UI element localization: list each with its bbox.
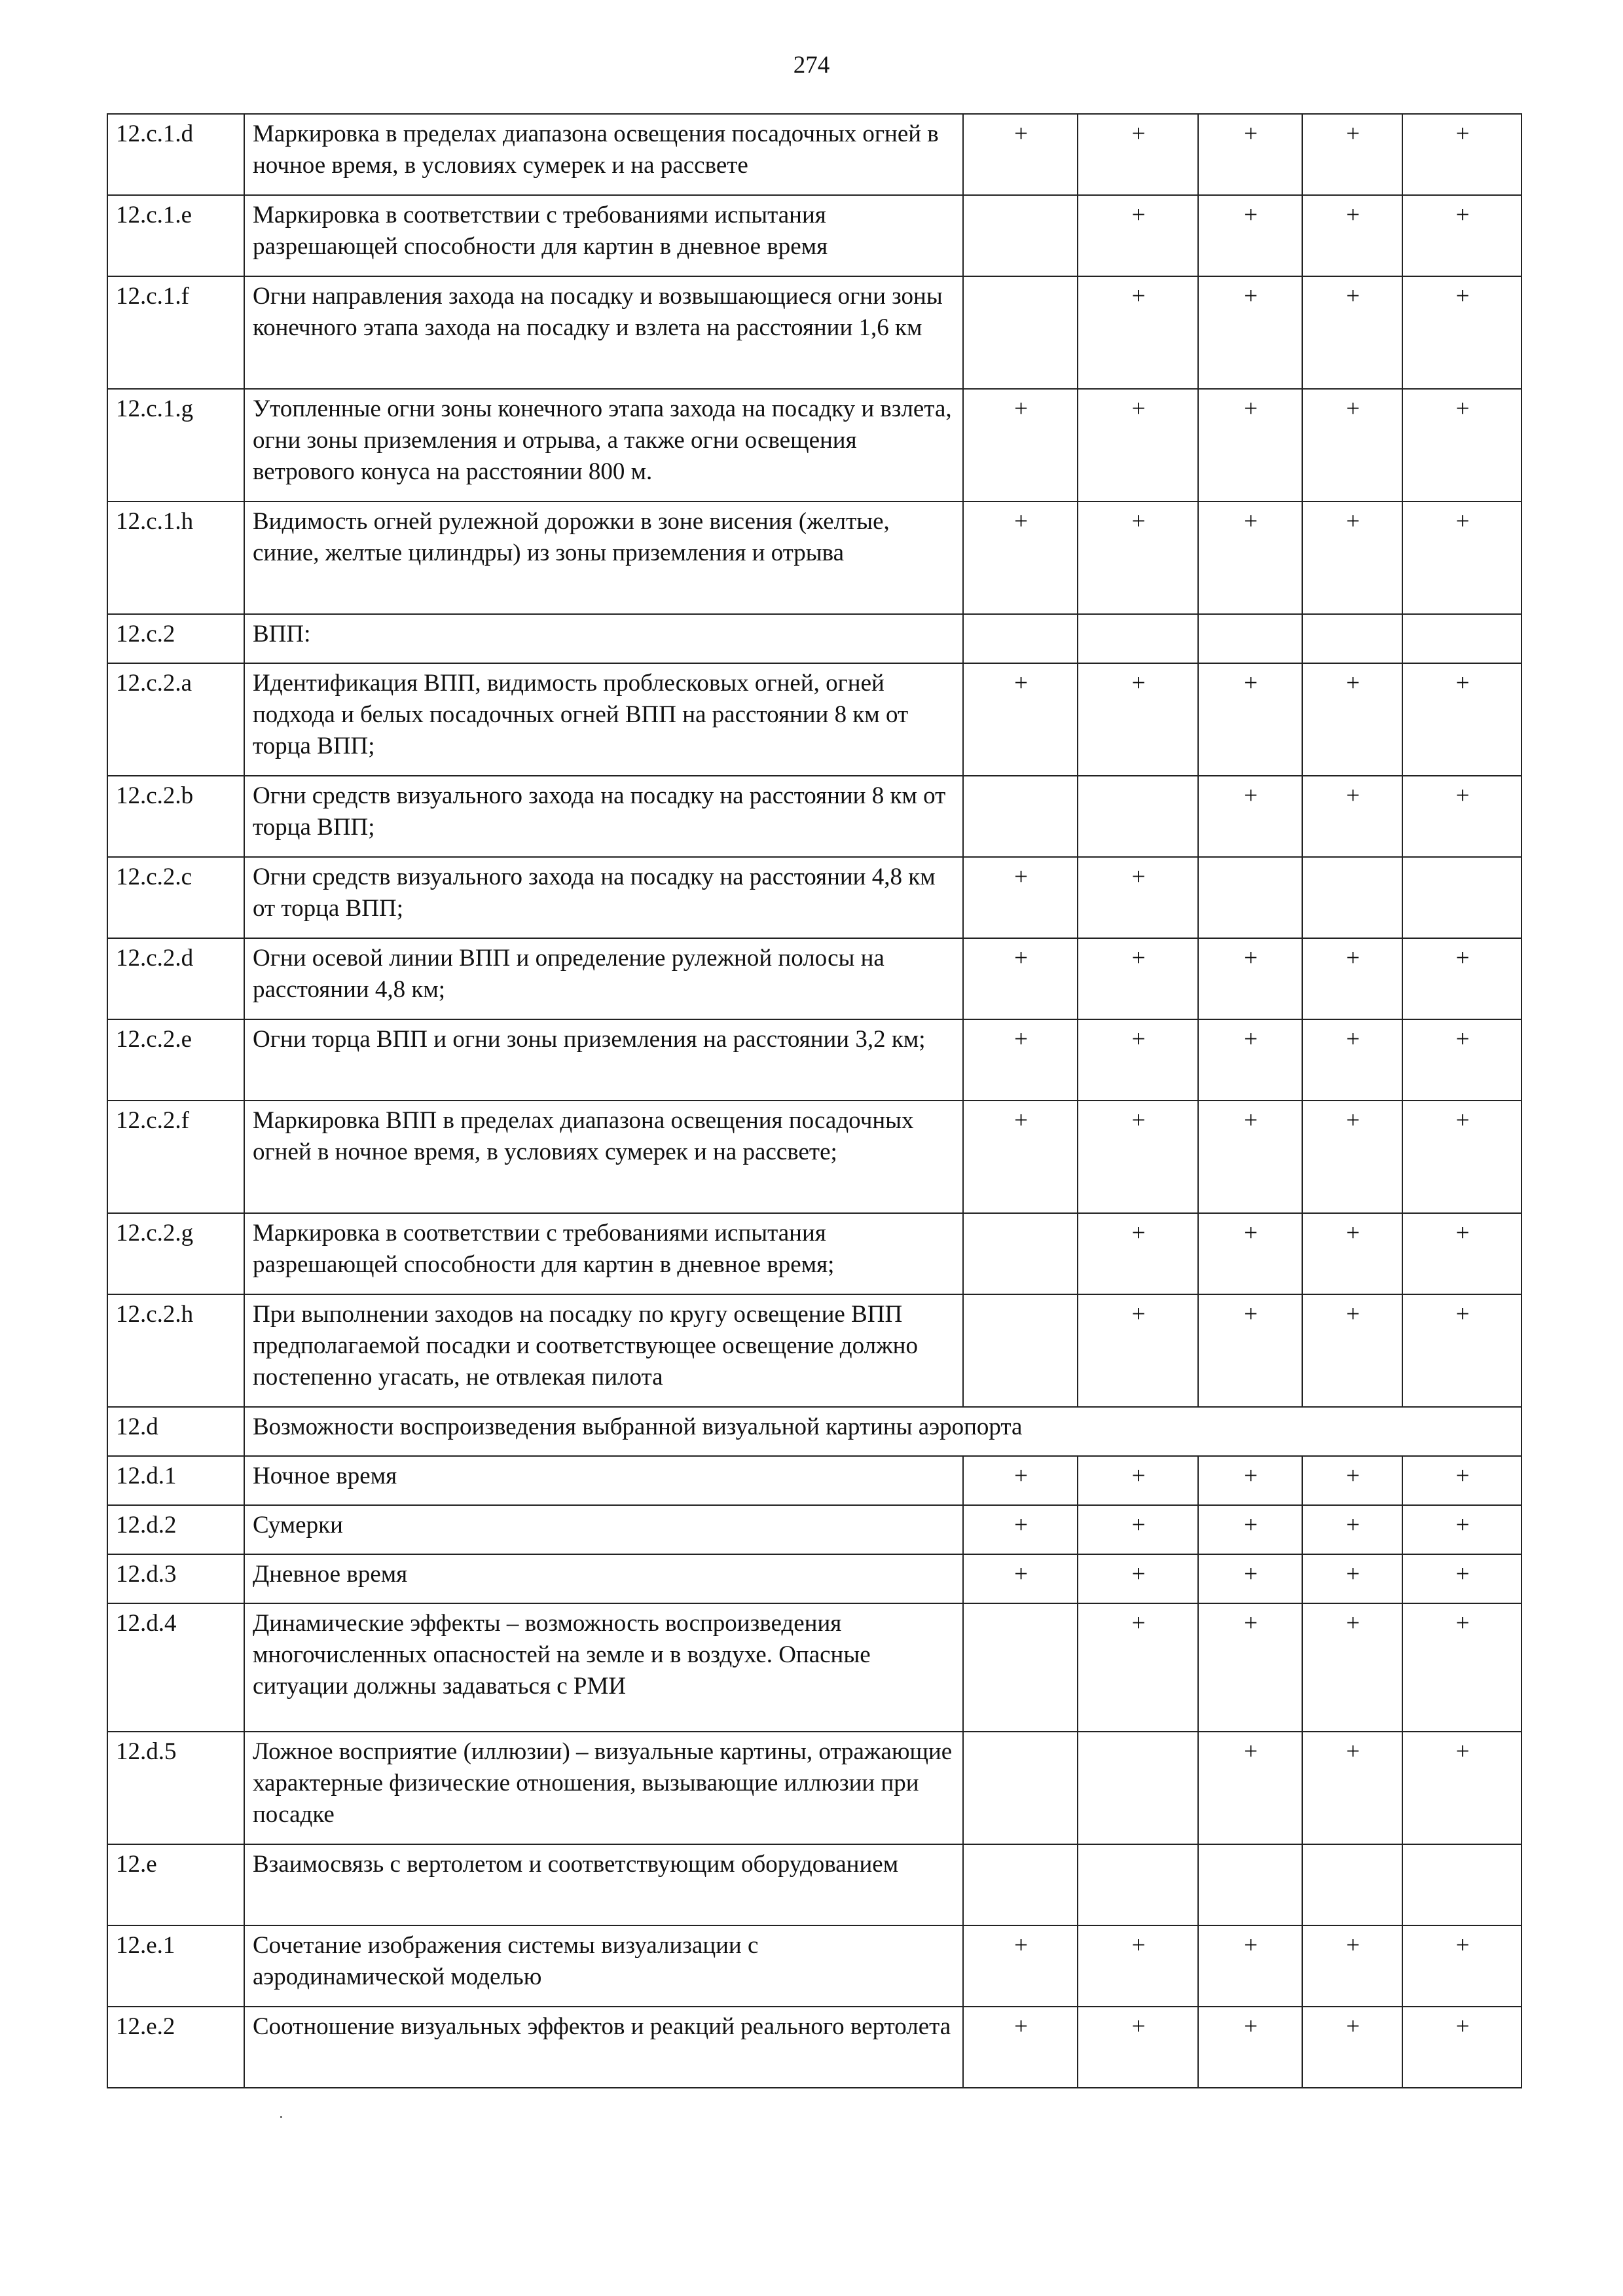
level-3-mark: + [1198, 195, 1302, 276]
level-4-mark: + [1302, 1019, 1402, 1101]
level-2-mark: + [1078, 1456, 1198, 1505]
level-1-mark: + [963, 1505, 1078, 1554]
level-2-mark: + [1078, 857, 1198, 938]
level-3-mark: + [1198, 1925, 1302, 2007]
row-description: ВПП: [244, 614, 963, 663]
level-3-mark: + [1198, 1456, 1302, 1505]
level-4-mark: + [1302, 276, 1402, 389]
level-4-mark: + [1302, 114, 1402, 195]
level-3-mark: + [1198, 1732, 1302, 1844]
level-1-mark [963, 614, 1078, 663]
level-5-mark: + [1402, 663, 1522, 776]
level-1-mark [963, 1732, 1078, 1844]
table-row [107, 857, 1522, 938]
level-5-mark: + [1402, 1456, 1522, 1505]
row-description: Маркировка в соответствии с требованиями испытания разрешающей способности для картин в дневное время [244, 195, 963, 276]
level-5-mark: + [1402, 1603, 1522, 1732]
level-2-mark: + [1078, 276, 1198, 389]
level-3-mark: + [1198, 1294, 1302, 1407]
level-4-mark: + [1302, 938, 1402, 1019]
level-3-mark: + [1198, 1554, 1302, 1603]
row-code: 12.e [107, 1844, 244, 1925]
table-row [107, 1844, 1522, 1925]
level-1-mark [963, 1294, 1078, 1407]
level-5-mark: + [1402, 1732, 1522, 1844]
level-4-mark: + [1302, 501, 1402, 614]
row-code: 12.c.2.h [107, 1294, 244, 1407]
table-row [107, 2007, 1522, 2088]
level-3-mark: + [1198, 2007, 1302, 2088]
row-description: Огни осевой линии ВПП и определение рулежной полосы на расстоянии 4,8 км; [244, 938, 963, 1019]
level-2-mark: + [1078, 501, 1198, 614]
level-5-mark [1402, 857, 1522, 938]
level-5-mark [1402, 1844, 1522, 1925]
level-1-mark: + [963, 114, 1078, 195]
row-code: 12.e.1 [107, 1925, 244, 2007]
level-4-mark: + [1302, 1732, 1402, 1844]
level-1-mark [963, 1844, 1078, 1925]
table-row [107, 1456, 1522, 1505]
table-row [107, 1925, 1522, 2007]
row-code: 12.d.1 [107, 1456, 244, 1505]
level-4-mark: + [1302, 1554, 1402, 1603]
row-description: Дневное время [244, 1554, 963, 1603]
level-5-mark: + [1402, 1213, 1522, 1294]
table-row [107, 501, 1522, 614]
level-1-mark [963, 195, 1078, 276]
level-2-mark [1078, 1844, 1198, 1925]
level-3-mark [1198, 1844, 1302, 1925]
row-code: 12.c.1.h [107, 501, 244, 614]
level-1-mark: + [963, 1019, 1078, 1101]
table-row [107, 1505, 1522, 1554]
level-4-mark: + [1302, 776, 1402, 857]
level-3-mark: + [1198, 389, 1302, 501]
row-code: 12.c.2.c [107, 857, 244, 938]
level-5-mark: + [1402, 1505, 1522, 1554]
row-code: 12.c.1.e [107, 195, 244, 276]
level-5-mark: + [1402, 1101, 1522, 1213]
row-description: Видимость огней рулежной дорожки в зоне висения (желтые, синие, желтые цилиндры) из зоны приземления и отрыва [244, 501, 963, 614]
row-code: 12.c.2.e [107, 1019, 244, 1101]
level-3-mark: + [1198, 776, 1302, 857]
level-2-mark: + [1078, 1101, 1198, 1213]
level-2-mark [1078, 1732, 1198, 1844]
level-3-mark: + [1198, 1505, 1302, 1554]
table-row [107, 1603, 1522, 1732]
level-1-mark: + [963, 389, 1078, 501]
level-4-mark: + [1302, 1456, 1402, 1505]
level-4-mark [1302, 614, 1402, 663]
row-description: Динамические эффекты – возможность воспроизведения многочисленных опасностей на земле и в воздухе. Опасные ситуации должны задаваться с РМИ [244, 1603, 963, 1732]
requirements-table [107, 113, 1522, 2088]
level-1-mark: + [963, 1456, 1078, 1505]
level-5-mark: + [1402, 776, 1522, 857]
row-code: 12.c.2.g [107, 1213, 244, 1294]
level-3-mark: + [1198, 663, 1302, 776]
level-1-mark [963, 1603, 1078, 1732]
level-5-mark: + [1402, 195, 1522, 276]
level-1-mark: + [963, 938, 1078, 1019]
level-1-mark [963, 776, 1078, 857]
level-2-mark: + [1078, 938, 1198, 1019]
level-1-mark: + [963, 1554, 1078, 1603]
level-1-mark: + [963, 501, 1078, 614]
level-2-mark: + [1078, 1603, 1198, 1732]
row-code: 12.c.1.g [107, 389, 244, 501]
level-3-mark: + [1198, 1603, 1302, 1732]
table-row [107, 1554, 1522, 1603]
row-code: 12.c.2 [107, 614, 244, 663]
table-row [107, 938, 1522, 1019]
level-5-mark: + [1402, 389, 1522, 501]
row-description: Маркировка в пределах диапазона освещения посадочных огней в ночное время, в условиях сумерек и на рассвете [244, 114, 963, 195]
level-3-mark [1198, 614, 1302, 663]
table-row [107, 1101, 1522, 1213]
level-5-mark: + [1402, 114, 1522, 195]
level-4-mark: + [1302, 1603, 1402, 1732]
row-code: 12.c.2.f [107, 1101, 244, 1213]
level-5-mark [1402, 614, 1522, 663]
row-description: Огни средств визуального захода на посадку на расстоянии 4,8 км от торца ВПП; [244, 857, 963, 938]
level-1-mark: + [963, 1925, 1078, 2007]
level-2-mark: + [1078, 1019, 1198, 1101]
row-description: Огни торца ВПП и огни зоны приземления на расстоянии 3,2 км; [244, 1019, 963, 1101]
level-1-mark: + [963, 857, 1078, 938]
level-5-mark: + [1402, 938, 1522, 1019]
row-description: При выполнении заходов на посадку по кругу освещение ВПП предполагаемой посадки и соответствующее освещение должно постепенно угасать, не отвлекая пилота [244, 1294, 963, 1407]
level-4-mark: + [1302, 1213, 1402, 1294]
row-code: 12.d [107, 1407, 244, 1456]
level-4-mark: + [1302, 1925, 1402, 2007]
row-description: Маркировка ВПП в пределах диапазона освещения посадочных огней в ночное время, в условиях сумерек и на рассвете; [244, 1101, 963, 1213]
row-description: Соотношение визуальных эффектов и реакций реального вертолета [244, 2007, 963, 2088]
level-5-mark: + [1402, 1554, 1522, 1603]
level-5-mark: + [1402, 1294, 1522, 1407]
level-2-mark: + [1078, 389, 1198, 501]
row-description: Ложное восприятие (иллюзии) – визуальные картины, отражающие характерные физические отношения, вызывающие иллюзии при посадке [244, 1732, 963, 1844]
row-description: Огни средств визуального захода на посадку на расстоянии 8 км от торца ВПП; [244, 776, 963, 857]
level-3-mark: + [1198, 501, 1302, 614]
row-description: Идентификация ВПП, видимость проблесковых огней, огней подхода и белых посадочных огней ВПП на расстоянии 8 км от торца ВПП; [244, 663, 963, 776]
level-4-mark: + [1302, 1505, 1402, 1554]
row-code: 12.d.3 [107, 1554, 244, 1603]
row-code: 12.c.2.b [107, 776, 244, 857]
level-4-mark: + [1302, 1101, 1402, 1213]
row-description: Маркировка в соответствии с требованиями испытания разрешающей способности для картин в дневное время; [244, 1213, 963, 1294]
row-code: 12.c.2.d [107, 938, 244, 1019]
level-2-mark [1078, 776, 1198, 857]
level-3-mark: + [1198, 1019, 1302, 1101]
table-row [107, 276, 1522, 389]
row-code: 12.d.4 [107, 1603, 244, 1732]
table-row [107, 195, 1522, 276]
level-1-mark [963, 276, 1078, 389]
row-code: 12.d.5 [107, 1732, 244, 1844]
level-4-mark: + [1302, 389, 1402, 501]
row-description: Сумерки [244, 1505, 963, 1554]
level-4-mark [1302, 1844, 1402, 1925]
table-row [107, 389, 1522, 501]
level-2-mark: + [1078, 1294, 1198, 1407]
level-2-mark: + [1078, 1925, 1198, 2007]
level-3-mark [1198, 857, 1302, 938]
level-3-mark: + [1198, 1213, 1302, 1294]
level-4-mark: + [1302, 663, 1402, 776]
level-3-mark: + [1198, 114, 1302, 195]
level-1-mark: + [963, 2007, 1078, 2088]
table-row [107, 1732, 1522, 1844]
level-2-mark: + [1078, 663, 1198, 776]
table-row [107, 614, 1522, 663]
level-1-mark [963, 1213, 1078, 1294]
row-code: 12.d.2 [107, 1505, 244, 1554]
level-3-mark: + [1198, 276, 1302, 389]
level-2-mark [1078, 614, 1198, 663]
level-4-mark: + [1302, 1294, 1402, 1407]
row-code: 12.c.1.f [107, 276, 244, 389]
level-2-mark: + [1078, 195, 1198, 276]
level-1-mark: + [963, 663, 1078, 776]
level-2-mark: + [1078, 1505, 1198, 1554]
table-row [107, 1213, 1522, 1294]
level-3-mark: + [1198, 1101, 1302, 1213]
table-row [107, 1407, 1522, 1456]
level-5-mark: + [1402, 2007, 1522, 2088]
row-description: Утопленные огни зоны конечного этапа захода на посадку и взлета, огни зоны приземления и отрыва, а также огни освещения ветрового конуса на расстоянии 800 м. [244, 389, 963, 501]
row-code: 12.e.2 [107, 2007, 244, 2088]
level-4-mark [1302, 857, 1402, 938]
table-row [107, 776, 1522, 857]
level-5-mark: + [1402, 501, 1522, 614]
table-row [107, 1019, 1522, 1101]
row-description: Взаимосвязь с вертолетом и соответствующим оборудованием [244, 1844, 963, 1925]
row-description: Сочетание изображения системы визуализации с аэродинамической моделью [244, 1925, 963, 2007]
level-4-mark: + [1302, 195, 1402, 276]
level-5-mark: + [1402, 276, 1522, 389]
row-code: 12.c.2.a [107, 663, 244, 776]
scan-artifact [280, 2116, 282, 2118]
row-description: Ночное время [244, 1456, 963, 1505]
level-5-mark: + [1402, 1019, 1522, 1101]
level-2-mark: + [1078, 1213, 1198, 1294]
row-description: Возможности воспроизведения выбранной визуальной картины аэропорта [244, 1407, 1522, 1456]
row-code: 12.c.1.d [107, 114, 244, 195]
page-number: 274 [793, 52, 830, 79]
table-row [107, 114, 1522, 195]
table-row [107, 663, 1522, 776]
level-2-mark: + [1078, 1554, 1198, 1603]
level-5-mark: + [1402, 1925, 1522, 2007]
level-2-mark: + [1078, 114, 1198, 195]
level-3-mark: + [1198, 938, 1302, 1019]
level-1-mark: + [963, 1101, 1078, 1213]
level-2-mark: + [1078, 2007, 1198, 2088]
row-description: Огни направления захода на посадку и возвышающиеся огни зоны конечного этапа захода на посадку и взлета на расстоянии 1,6 км [244, 276, 963, 389]
level-4-mark: + [1302, 2007, 1402, 2088]
table-row [107, 1294, 1522, 1407]
